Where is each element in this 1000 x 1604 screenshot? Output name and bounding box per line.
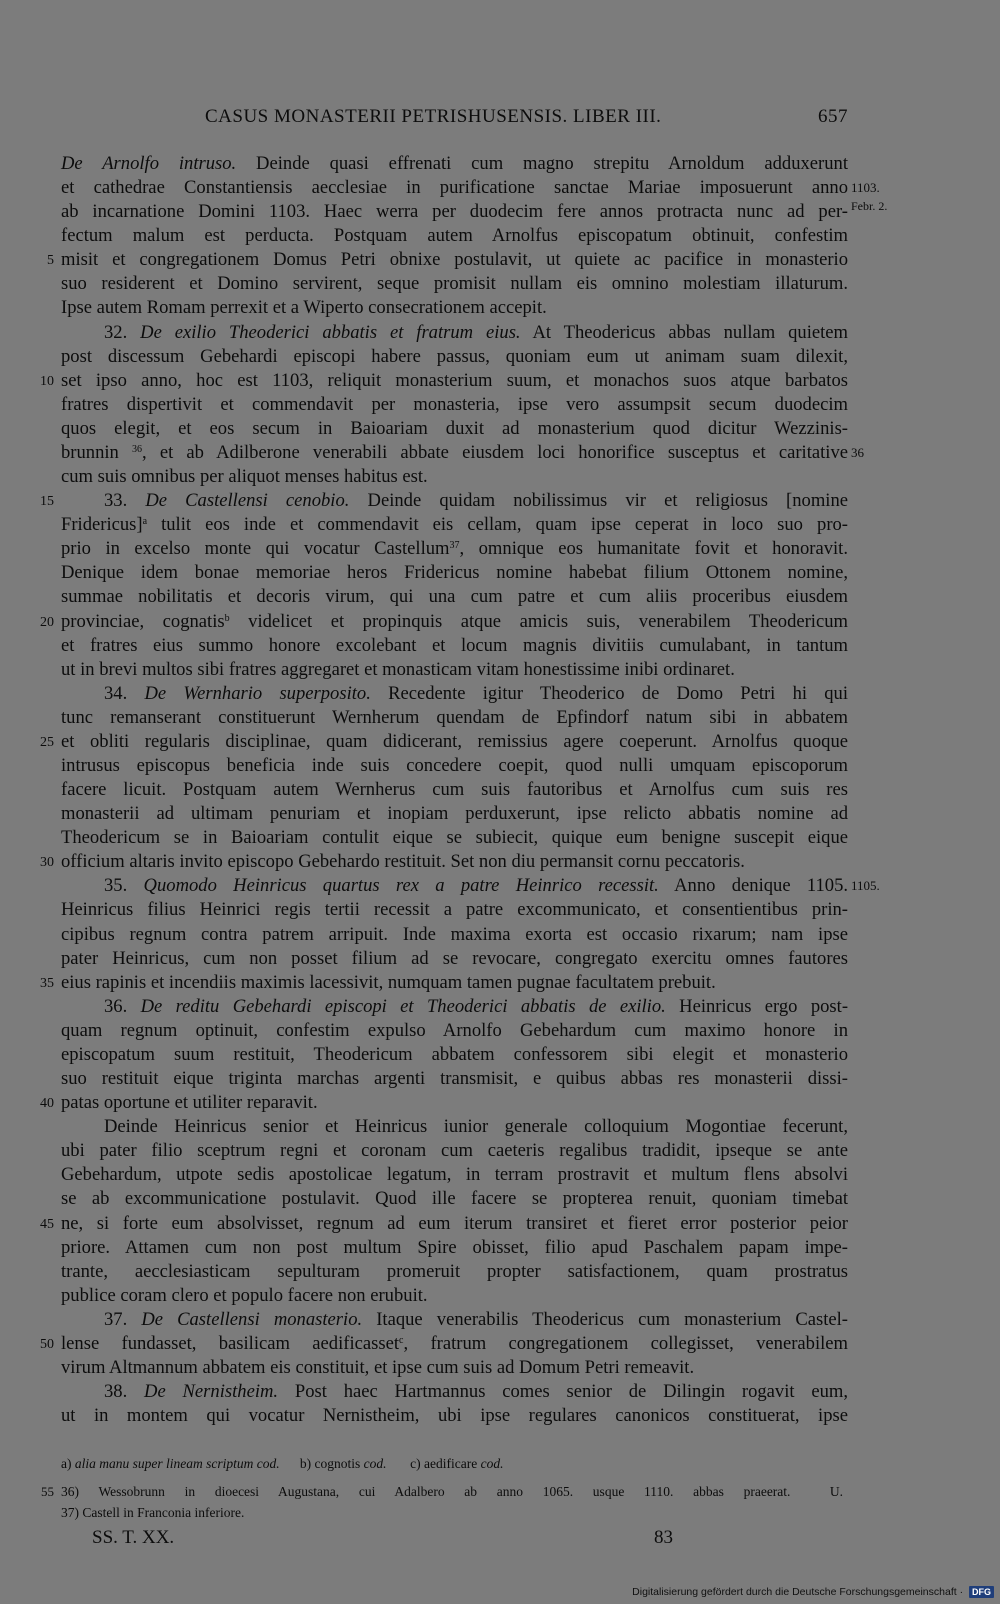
text-line: monasterii ad ultimam penuriam et inopiam perduxerunt, ipse relicto abbatis nomine ad xyxy=(61,803,848,824)
margin-note: Febr. 2. xyxy=(851,199,888,213)
text-line: misit et congregationem Domus Petri obnixe postulavit, ut quiete ac pacifice in monasterio xyxy=(61,249,848,270)
text-line: 36. De reditu Gebehardi episcopi et Theoderici abbatis de exilio. Heinricus ergo post- xyxy=(104,996,849,1017)
line-number: 35 xyxy=(40,976,54,991)
text-line: suo residerent et Domino servirent, seque promisit nullam eis omnino molestiam illaturum. xyxy=(61,273,848,294)
text-line: 32. De exilio Theoderici abbatis et fratrum eius. At Theodericus abbas nullam quietem xyxy=(104,322,849,343)
text-line: intrusus episcopus beneficia inde suis concedere coepit, quod nulli umquam episcoporum xyxy=(61,755,848,776)
text-line: summae nobilitatis et decoris virum, qui una cum patre et cum aliis proceribus eiusdem xyxy=(61,586,848,607)
line-number: 25 xyxy=(40,735,54,750)
dfg-logo[interactable]: DFG xyxy=(969,1586,994,1598)
margin-note: 1105. xyxy=(851,878,880,893)
text-line: Ipse autem Romam perrexit et a Wiperto consecrationem accepit. xyxy=(61,297,547,318)
line-number: 50 xyxy=(40,1337,54,1352)
margin-note: 36 xyxy=(851,445,864,460)
text-line: 38. De Nernistheim. Post haec Hartmannus comes senior de Dilingin rogavit eum, xyxy=(104,1381,848,1402)
line-number: 55 xyxy=(41,1484,54,1499)
text-line: et obliti regularis disciplinae, quam didicerant, remissius agere coeperunt. Arnolfus quoque xyxy=(61,731,848,752)
text-line: De Arnolfo intruso. Deinde quasi effrenati cum magno strepitu Arnoldum adduxerunt xyxy=(61,153,848,174)
text-line: fratres dispertivit et commendavit per monasteria, ipse vero assumpsit secum duodecim xyxy=(61,394,848,415)
text-line: et fratres eius summo honore excolebant et locum magnis divitiis cumulabant, in tantum xyxy=(61,635,848,656)
text-line: Theodericum se in Baioariam contulit eique se subiecit, quique eum benigne suscepit eique xyxy=(61,827,848,848)
footnote: 36) Wessobrunn in dioecesi Augustana, cui Adalbero ab anno 1065. usque 1110. abbas praeerat. U. xyxy=(61,1484,843,1499)
text-line: 34. De Wernhario superposito. Recedente igitur Theoderico de Domo Petri hi qui xyxy=(104,683,849,704)
text-line: eius rapinis et incendiis maximis lacessivit, numquam tamen pugnae facultatem prebuit. xyxy=(61,972,716,993)
text-line: prio in excelso monte qui vocatur Castellum$^{37}$, omnique eos humanitate fovit et honoravit. xyxy=(61,538,848,559)
text-line: cum suis omnibus per aliquot menses habitus est. xyxy=(61,466,428,487)
text-line: brunnin $^{36}$, et ab Adilberone venerabili abbate eiusdem loci honorifice susceptus et caritative xyxy=(61,442,848,463)
text-line: publice coram clero et populo facere non erubuit. xyxy=(61,1285,428,1306)
text-line: pater Heinricus, cum non posset filium ad se revocare, congregato exercitu omnes fautores xyxy=(61,948,848,969)
footnote: a) alia manu super lineam scriptum cod. b) cognotis cod. c) aedificare cod. xyxy=(61,1456,504,1471)
line-number: 20 xyxy=(40,615,54,630)
text-line: 35. Quomodo Heinricus quartus rex a patre Heinrico recessit. Anno denique 1105. xyxy=(104,875,849,896)
gathering-number: 83 xyxy=(654,1527,673,1548)
text-line: cipibus regnum contra patrem arripuit. Inde maxima exorta est occasio rixarum; nam ipse xyxy=(61,924,848,945)
text-line: fectum malum est perducta. Postquam autem Arnolfus episcopatum obtinuit, confestim xyxy=(61,225,848,246)
page-number: 657 xyxy=(818,106,848,127)
text-line: trante, aecclesiasticam sepulturam promeruit propter satisfactionem, quam prostratus xyxy=(61,1261,848,1282)
text-line: 37. De Castellensi monasterio. Itaque venerabilis Theodericus cum monasterium Castel- xyxy=(104,1309,849,1330)
line-number: 5 xyxy=(47,253,54,268)
text-line: set ipso anno, hoc est 1103, reliquit monasterium suum, et monachos suos atque barbatos xyxy=(61,370,848,391)
text-line: tunc remanserant constituerunt Wernherum quendam de Epfindorf natum sibi in abbatem xyxy=(61,707,848,728)
line-number: 40 xyxy=(40,1096,54,1111)
text-line: ab incarnatione Domini 1103. Haec werra per duodecim fere annos protracta nunc ad per- xyxy=(61,201,848,222)
text-line: facere licuit. Postquam autem Wernherus cum suis fautoribus et Arnolfus cum suis res xyxy=(61,779,848,800)
text-line: et cathedrae Constantiensis aecclesiae in purificatione sanctae Mariae imposuerunt anno xyxy=(61,177,848,198)
text-line: officium altaris invito episcopo Gebehardo restituit. Set non diu permansit cornu peccatoris. xyxy=(61,851,745,872)
line-number: 15 xyxy=(40,494,54,509)
text-line: virum Altmannum abbatem eis constituit, et ipse cum suis ad Domum Petri remeavit. xyxy=(61,1357,695,1378)
text-line: Fridericus]$^a$ tulit eos inde et commendavit eis cellam, quam ipse ceperat in loco suo pro- xyxy=(61,514,848,535)
text-line: ut in brevi multos sibi fratres aggregaret et monasticam vitam honestissime inibi ordinaret. xyxy=(61,659,735,680)
funding-text[interactable]: Digitalisierung gefördert durch die Deutsche Forschungsgemeinschaft · xyxy=(632,1586,964,1598)
text-line: Deinde Heinricus senior et Heinricus iunior generale colloquium Mogontiae fecerunt, xyxy=(104,1116,848,1137)
text-line: priore. Attamen cum non post multum Spire obisset, filio apud Paschalem papam impe- xyxy=(61,1237,848,1258)
text-line: episcopatum suum restituit, Theodericum abbatem confessorem sibi elegit et monasterio xyxy=(61,1044,848,1065)
running-title: CASUS MONASTERII PETRISHUSENSIS. LIBER III. xyxy=(205,106,662,127)
text-line: 33. De Castellensi cenobio. Deinde quidam nobilissimus vir et religiosus [nomine xyxy=(104,490,849,511)
text-line: lense fundasset, basilicam aedificasset$^c$, fratrum congregationem collegisset, venerabilem xyxy=(61,1333,848,1354)
text-line: se ab excommunicatione postulavit. Quod ille facere se propterea renuit, quoniam timebat xyxy=(61,1188,848,1209)
text-line: suo restituit eique triginta marchas argenti transmisit, e quibus abbas res monasterii dissi- xyxy=(61,1068,848,1089)
footnote: 37) Castell in Franconia inferiore. xyxy=(61,1505,245,1520)
text-line: quos elegit, et eos secum in Baioariam duxit ad monasterium quod dicitur Wezzinis- xyxy=(61,418,848,439)
page-header xyxy=(0,106,1000,132)
text-line: ubi pater filio sceptrum regni et coronam cum caeteris regalibus tradidit, ipseque se ante xyxy=(61,1140,848,1161)
text-line: Gebehardum, utpote sedis apostolicae legatum, in terram prostravit et multum flens absolvi xyxy=(61,1164,848,1185)
text-line: ut in montem qui vocatur Nernistheim, ubi ipse regulares canonicos constituerat, ipse xyxy=(61,1405,848,1426)
text-line: Heinricus filius Heinrici regis tertii recessit a patre excommunicato, et consentientibus prin- xyxy=(61,899,848,920)
text-line: Denique idem bonae memoriae heros Fridericus nomine habebat filium Ottonem nomine, xyxy=(61,562,848,583)
volume-signature: SS. T. XX. xyxy=(92,1527,175,1548)
text-line: post discessum Gebehardi episcopi habere passus, quoniam eum ut animam suam dilexit, xyxy=(61,346,848,367)
line-number: 30 xyxy=(40,855,54,870)
margin-note: 1103. xyxy=(851,180,880,195)
text-line: ne, si forte eum absolvisset, regnum ad eum iterum transiret et fieret error posterior peior xyxy=(61,1213,848,1234)
text-line: provinciae, cognatis$^b$ videlicet et propinquis atque amicis suis, venerabilem Theodericum xyxy=(61,611,848,632)
text-line: quam regnum optinuit, confestim expulso Arnolfo Gebehardum cum maximo honore in xyxy=(61,1020,848,1041)
text-line: patas oportune et utiliter reparavit. xyxy=(61,1092,318,1113)
funding-banner[interactable] xyxy=(632,1584,994,1600)
line-number: 10 xyxy=(40,374,54,389)
line-number: 45 xyxy=(40,1217,54,1232)
